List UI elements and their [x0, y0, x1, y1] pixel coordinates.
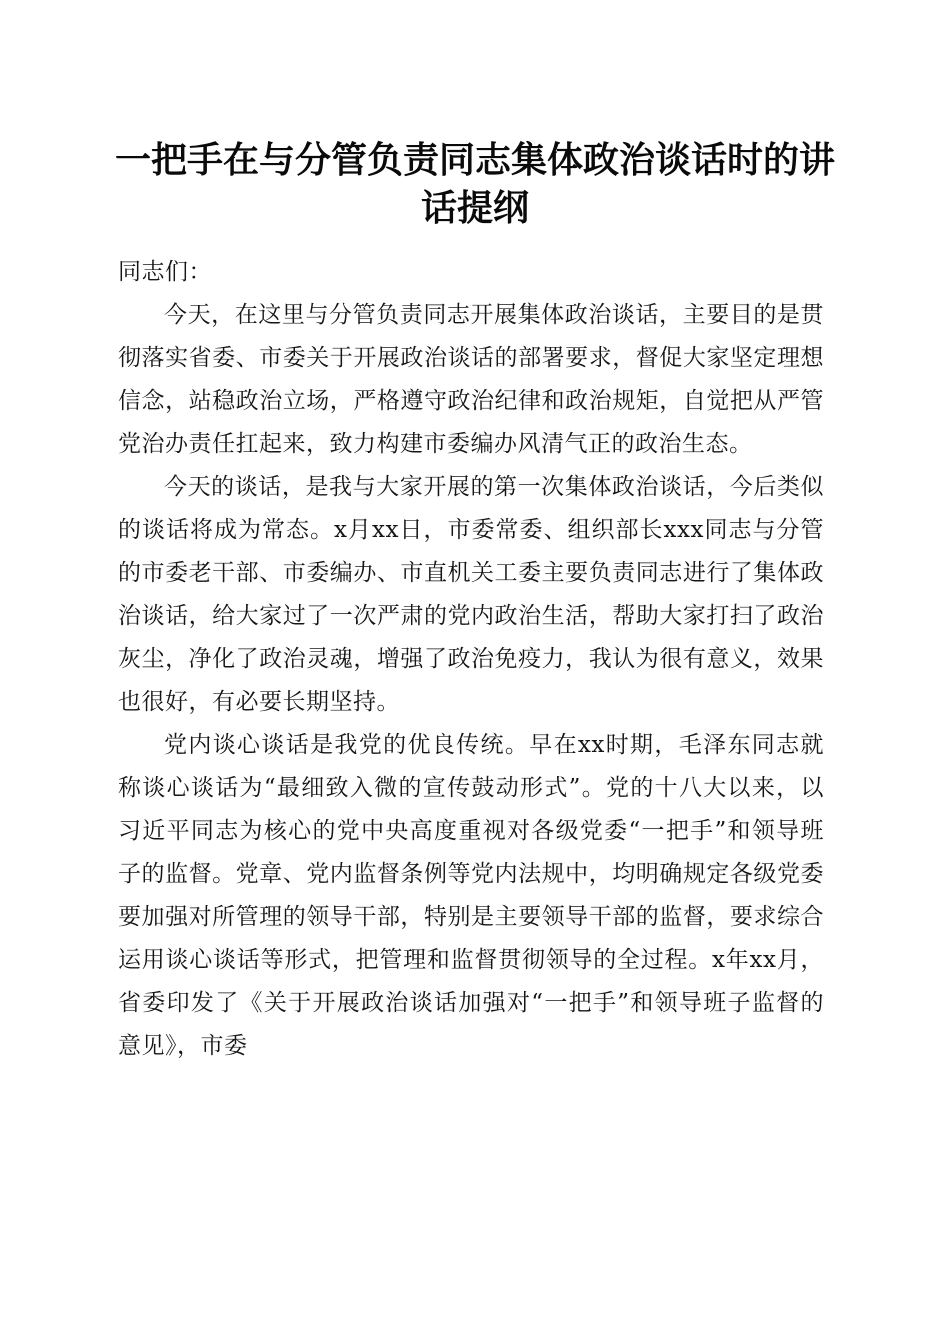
document-body — [118, 251, 824, 1068]
salutation: 同志们： — [118, 259, 212, 285]
document-title: 一把手在与分管负责同志集体政治谈话时的讲话提纲 — [114, 139, 835, 229]
paragraph-3: 党内谈心谈话是我党的优良传统。早在xx时期，毛泽东同志就称谈心谈话为“最细致入微的宣传鼓动形式”。党的十八大以来，以习近平同志为核心的党中央高度重视对各级党委“一把手”和领导班子的监督。党章、党内监督条例等党内法规中，均明确规定各级党委要加强对所管理的领导干部，特别是主要领导干部的监督，要求综合运用谈心谈话等形式，把管理和监督贯彻领导的全过程。x年xx月，省委印发了《关于开展政治谈话加强对“一把手”和领导班子监督的意见》，市委 — [118, 732, 824, 1059]
paragraph-1: 今天，在这里与分管负责同志开展集体政治谈话，主要目的是贯彻落实省委、市委关于开展政治谈话的部署要求，督促大家坚定理想信念，站稳政治立场，严格遵守政治纪律和政治规矩，自觉把从严管党治办责任扛起来，致力构建市委编办风清气正的政治生态。 — [118, 302, 824, 457]
paragraph-2: 今天的谈话，是我与大家开展的第一次集体政治谈话，今后类似的谈话将成为常态。x月xx日，市委常委、组织部长xxx同志与分管的市委老干部、市委编办、市直机关工委主要负责同志进行了集体政治谈话，给大家过了一次严肃的党内政治生活，帮助大家打扫了政治灰尘，净化了政治灵魂，增强了政治免疫力，我认为很有意义，效果也很好，有必要长期坚持。 — [118, 474, 824, 715]
